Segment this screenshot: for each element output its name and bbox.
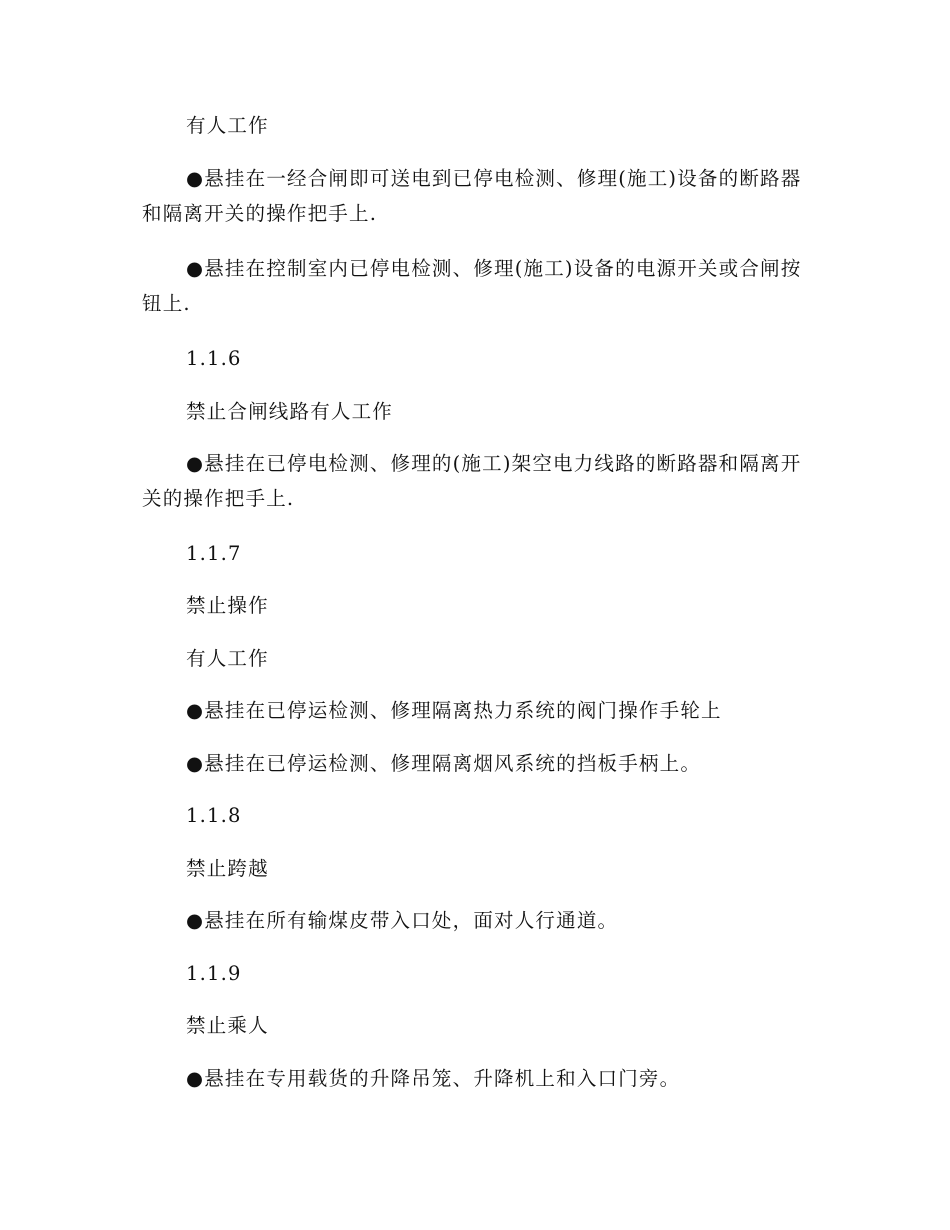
paragraph-heading-someone-working: 有人工作 bbox=[186, 114, 269, 137]
paragraph-heading-no-closing-line: 禁止合闸线路有人工作 bbox=[186, 400, 394, 423]
paragraph-bullet-cargo-lift: ●悬挂在专用载货的升降吊笼、升降机上和入口门旁。 bbox=[186, 1067, 681, 1090]
paragraph-bullet-coal-belt: ●悬挂在所有输煤皮带入口处，面对人行通道。 bbox=[186, 909, 619, 932]
paragraph-heading-no-operation: 禁止操作 bbox=[186, 594, 269, 617]
paragraph-bullet-breaker-handle: ●悬挂在一经合闸即可送电到已停电检测、修理(施工)设备的断路器和隔离开关的操作把手上. bbox=[142, 167, 802, 225]
paragraph-bullet-control-room: ●悬挂在控制室内已停电检测、修理(施工)设备的电源开关或合闸按钮上. bbox=[142, 257, 802, 315]
paragraph-bullet-valve-handwheel: ●悬挂在已停运检测、修理隔离热力系统的阀门操作手轮上 bbox=[186, 699, 722, 722]
section-number-1-1-8: 1.1.8 bbox=[186, 804, 242, 827]
paragraph-bullet-overhead-line: ●悬挂在已停电检测、修理的(施工)架空电力线路的断路器和隔离开关的操作把手上. bbox=[142, 452, 802, 510]
paragraph-heading-someone-working-2: 有人工作 bbox=[186, 647, 269, 670]
section-number-1-1-6: 1.1.6 bbox=[186, 347, 242, 370]
section-number-1-1-7: 1.1.7 bbox=[186, 542, 242, 565]
paragraph-bullet-damper-handle: ●悬挂在已停运检测、修理隔离烟风系统的挡板手柄上。 bbox=[186, 752, 702, 775]
section-number-1-1-9: 1.1.9 bbox=[186, 962, 242, 985]
paragraph-heading-no-crossing: 禁止跨越 bbox=[186, 857, 269, 880]
paragraph-heading-no-riding: 禁止乘人 bbox=[186, 1014, 269, 1037]
